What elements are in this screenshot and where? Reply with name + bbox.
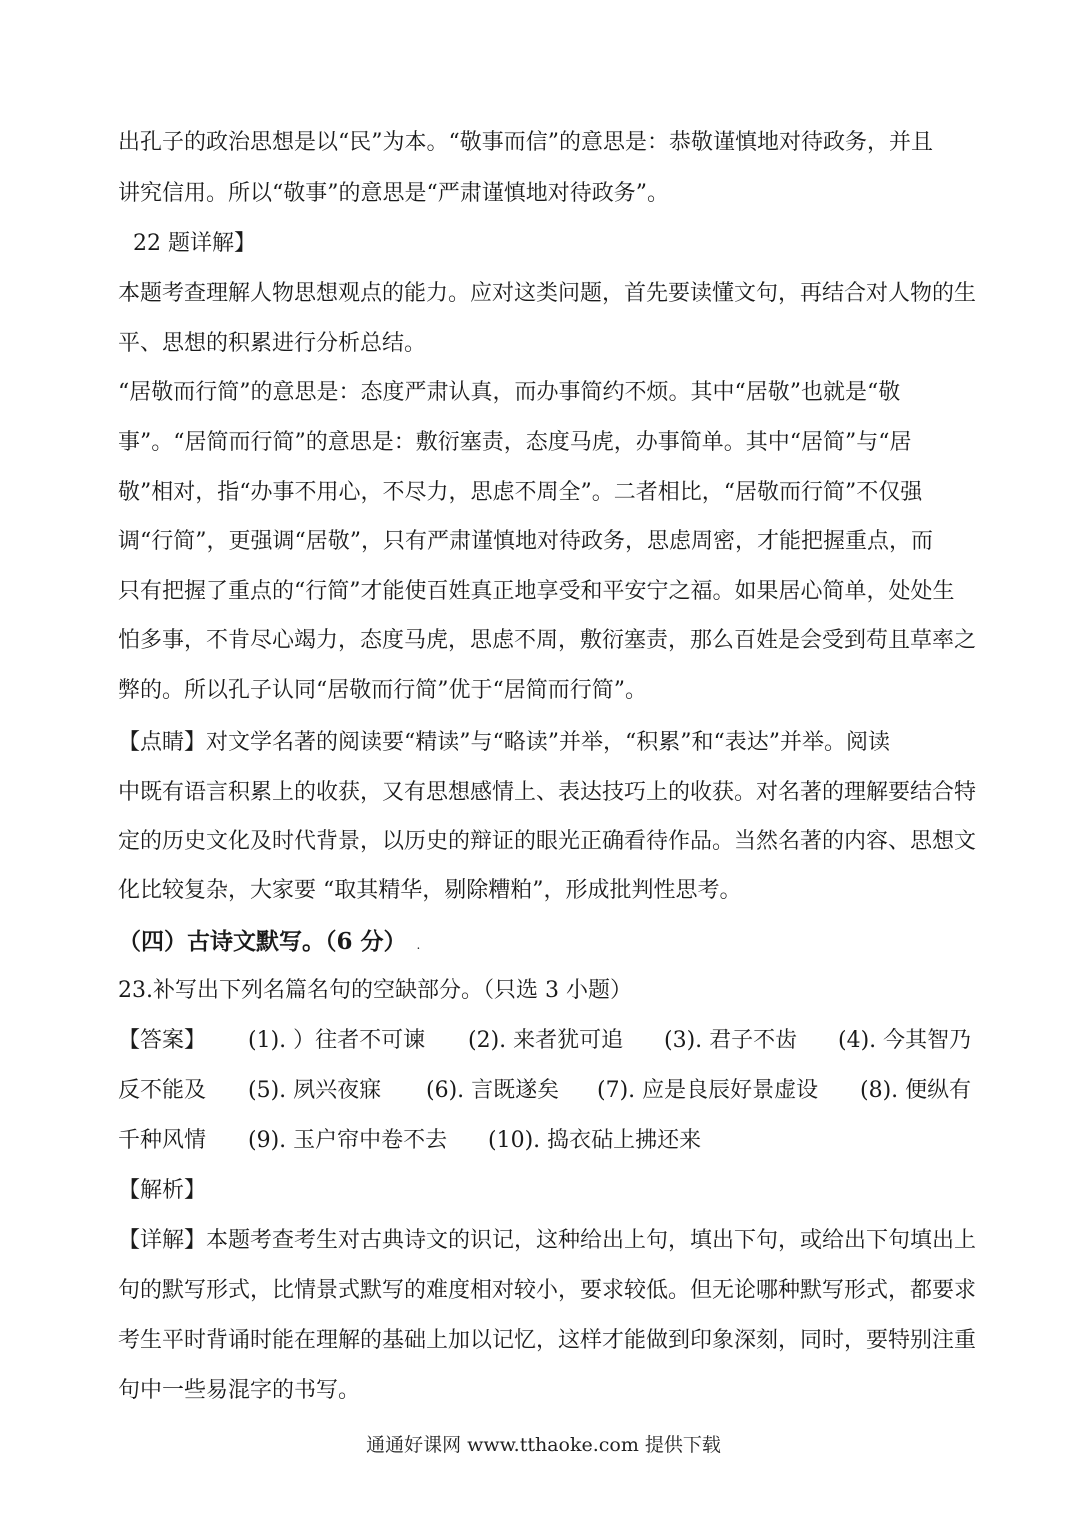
- answer-item: (8). 便纵有: [860, 1078, 972, 1103]
- paragraph-line: 【点睛】对文学名著的阅读要“精读”与“略读”并举，“积累”和“表达”并举。阅读: [118, 730, 890, 755]
- answer-item: (6). 言既遂矣: [426, 1078, 560, 1103]
- paragraph-line: 调“行简”，更强调“居敬”，只有严肃谨慎地对待政务，思虑周密，才能把握重点，而: [118, 529, 933, 554]
- answer-item: (2). 来者犹可追: [468, 1028, 624, 1053]
- section-heading: [118, 927, 978, 960]
- paragraph-line: 出孔子的政治思想是以“民”为本。“敬事而信”的意思是：恭敬谨慎地对待政务，并且: [118, 130, 933, 155]
- answer-item: (4). 今其智乃: [838, 1028, 972, 1053]
- answer-item: (7). 应是良辰好景虚设: [597, 1078, 819, 1103]
- paragraph-line: 【详解】本题考查考生对古典诗文的识记，这种给出上句，填出下句，或给出下句填出上: [118, 1228, 977, 1253]
- paragraph-line: 讲究信用。所以“敬事”的意思是“严肃谨慎地对待政务”。: [118, 181, 669, 206]
- page-footer: 通通好课网 www.tthaoke.com 提供下载: [366, 1434, 721, 1456]
- answer-row: [118, 1076, 978, 1106]
- paragraph-line: 化比较复杂，大家要 “取其精华，剔除糟粕”，形成批判性思考。: [118, 878, 742, 903]
- paragraph-line: 本题考查理解人物思想观点的能力。应对这类问题，首先要读懂文句，再结合对人物的生: [118, 281, 977, 306]
- paragraph-line: 句的默写形式，比情景式默写的难度相对较小，要求较低。但无论哪种默写形式，都要求: [118, 1278, 977, 1303]
- answer-item: (1). ）往者不可谏: [248, 1028, 426, 1053]
- answer-item: (3). 君子不齿: [664, 1028, 798, 1053]
- section-heading-mark: .: [416, 938, 421, 952]
- paragraph-line: 弊的。所以孔子认同“居敬而行简”优于“居简而行简”。: [118, 678, 647, 703]
- paragraph-line: 事”。“居简而行简”的意思是：敷衍塞责，态度马虎，办事简单。其中“居简”与“居: [118, 430, 912, 455]
- paragraph-line: 中既有语言积累上的收获，又有思想感情上、表达技巧上的收获。对名著的理解要结合特: [118, 780, 977, 805]
- q23-title: 23.补写出下列名篇名句的空缺部分。（只选 3 小题）: [118, 978, 632, 1003]
- paragraph-line: 怕多事，不肯尽心竭力，态度马虎，思虑不周，敷衍塞责，那么百姓是会受到苟且草率之: [118, 628, 977, 653]
- paragraph-line: 只有把握了重点的“行简”才能使百姓真正地享受和平安宁之福。如果居心简单，处处生: [118, 579, 955, 604]
- answer-item: (5). 夙兴夜寐: [248, 1078, 382, 1103]
- paragraph-line: 敬”相对，指“办事不用心，不尽力，思虑不周全”。二者相比，“居敬而行简”不仅强: [118, 480, 923, 505]
- analysis-label: 【解析】: [118, 1178, 207, 1203]
- answer-item: (9). 玉户帘中卷不去: [248, 1128, 448, 1153]
- answer-item: (10). 捣衣砧上拂还来: [488, 1128, 702, 1153]
- q22-title: 22 题详解】: [133, 231, 256, 256]
- answer-item: 反不能及: [118, 1078, 207, 1103]
- answer-row: [118, 1126, 978, 1156]
- answer-row: [118, 1026, 978, 1056]
- section-heading-text: （四）古诗文默写。（6 分）: [118, 928, 407, 955]
- paragraph-line: 定的历史文化及时代背景，以历史的辩证的眼光正确看待作品。当然名著的内容、思想文: [118, 829, 977, 854]
- answer-label: 【答案】: [118, 1028, 207, 1053]
- paragraph-line: 考生平时背诵时能在理解的基础上加以记忆，这样才能做到印象深刻，同时，要特别注重: [118, 1328, 977, 1353]
- paragraph-line: 句中一些易混字的书写。: [118, 1378, 361, 1403]
- paragraph-line: “居敬而行简”的意思是：态度严肃认真，而办事简约不烦。其中“居敬”也就是“敬: [118, 380, 901, 405]
- answer-item: 千种风情: [118, 1128, 207, 1153]
- paragraph-line: 平、思想的积累进行分析总结。: [118, 331, 427, 356]
